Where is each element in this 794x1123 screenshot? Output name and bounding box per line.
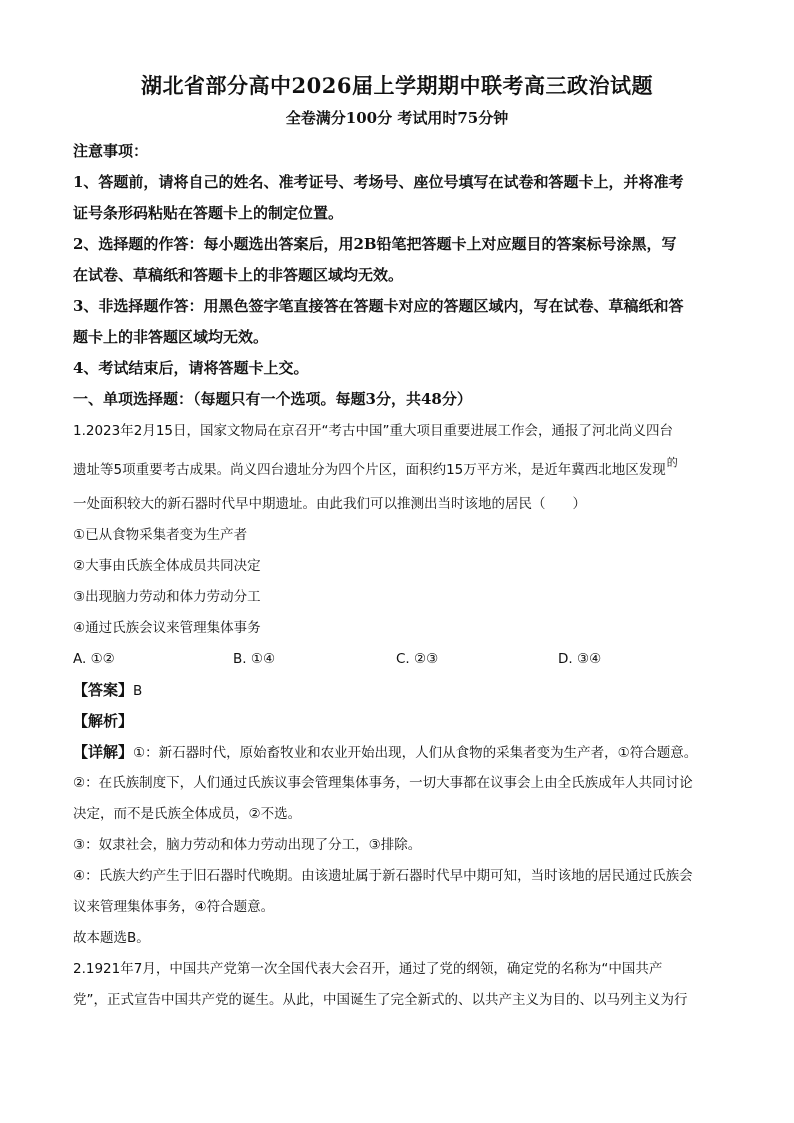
detail-line: ③：奴隶社会，脑力劳动和体力劳动出现了分工，③排除。 — [73, 837, 422, 853]
notice-line: 在试卷、草稿纸和答题卡上的非答题区域均无效。 — [73, 266, 404, 284]
question-1-stem: 1.2023年2月15日，国家文物局在京召开“考古中国”重大项目重要进展工作会，通报了河北尚义四台 — [73, 423, 673, 439]
detail-line: 故本题选B。 — [73, 930, 150, 946]
notice-line: 2、选择题的作答：每小题选出答案后，用2B铅笔把答题卡上对应题目的答案标号涂黑，写 — [73, 235, 677, 253]
detail-line: 决定，而不是氏族全体成员，②不选。 — [73, 806, 302, 822]
analysis-label: 【解析】 — [73, 712, 134, 730]
option-a: A. ①② — [73, 651, 115, 667]
question-1-item: ②大事由氏族全体成员共同决定 — [73, 558, 261, 574]
notice-line: 题卡上的非答题区域均无效。 — [73, 328, 269, 346]
question-2-stem: 党”，正式宣告中国共产党的诞生。从此，中国诞生了完全新式的、以共产主义为目的、以马列主义为行 — [73, 992, 688, 1008]
page-title: 湖北省部分高中2026届上学期期中联考高三政治试题 — [141, 73, 653, 98]
question-2-stem: 2.1921年7月，中国共产党第一次全国代表大会召开，通过了党的纲领，确定党的名称为“中国共产 — [73, 961, 663, 977]
notice-line: 证号条形码粘贴在答题卡上的制定位置。 — [73, 204, 344, 222]
detail-line: 【详解】①：新石器时代，原始畜牧业和农业开始出现，人们从食物的采集者变为生产者，①符合题意。 — [73, 743, 698, 761]
notice-heading: 注意事项： — [73, 142, 149, 160]
question-1-stem: 一处面积较大的新石器时代早中期遗址。由此我们可以推测出当时该地的居民（ ） — [73, 496, 586, 512]
question-1-stem: 遗址等5项重要考古成果。尚义四台遗址分为四个片区，面积约15万平方米，是近年冀西北地区发现$^的$ — [73, 456, 678, 478]
notice-line: 3、非选择题作答：用黑色签字笔直接答在答题卡对应的答题区域内，写在试卷、草稿纸和答 — [73, 297, 684, 315]
section-heading: 一、单项选择题：（每题只有一个选项。每题3分，共48分） — [73, 390, 472, 408]
option-b: B. ①④ — [233, 651, 276, 667]
notice-line: 1、答题前，请将自己的姓名、准考证号、考场号、座位号填写在试卷和答题卡上，并将准考 — [73, 173, 684, 191]
notice-line: 4、考试结束后，请将答题卡上交。 — [73, 359, 309, 377]
option-c: C. ②③ — [396, 651, 439, 667]
question-1-item: ①已从食物采集者变为生产者 — [73, 527, 248, 543]
option-d: D. ③④ — [558, 651, 602, 667]
question-1-item: ④通过氏族会议来管理集体事务 — [73, 620, 261, 636]
question-1-item: ③出现脑力劳动和体力劳动分工 — [73, 589, 261, 605]
detail-line: 议来管理集体事务，④符合题意。 — [73, 899, 275, 915]
answer: 【答案】B — [73, 681, 143, 699]
detail-line: ④：氏族大约产生于旧石器时代晚期。由该遗址属于新石器时代早中期可知，当时该地的居民通过氏族会 — [73, 868, 693, 884]
page-subtitle: 全卷满分100分 考试用时75分钟 — [285, 109, 509, 127]
detail-line: ②：在氏族制度下，人们通过氏族议事会管理集体事务，一切大事都在议事会上由全氏族成年人共同讨论 — [73, 775, 693, 791]
